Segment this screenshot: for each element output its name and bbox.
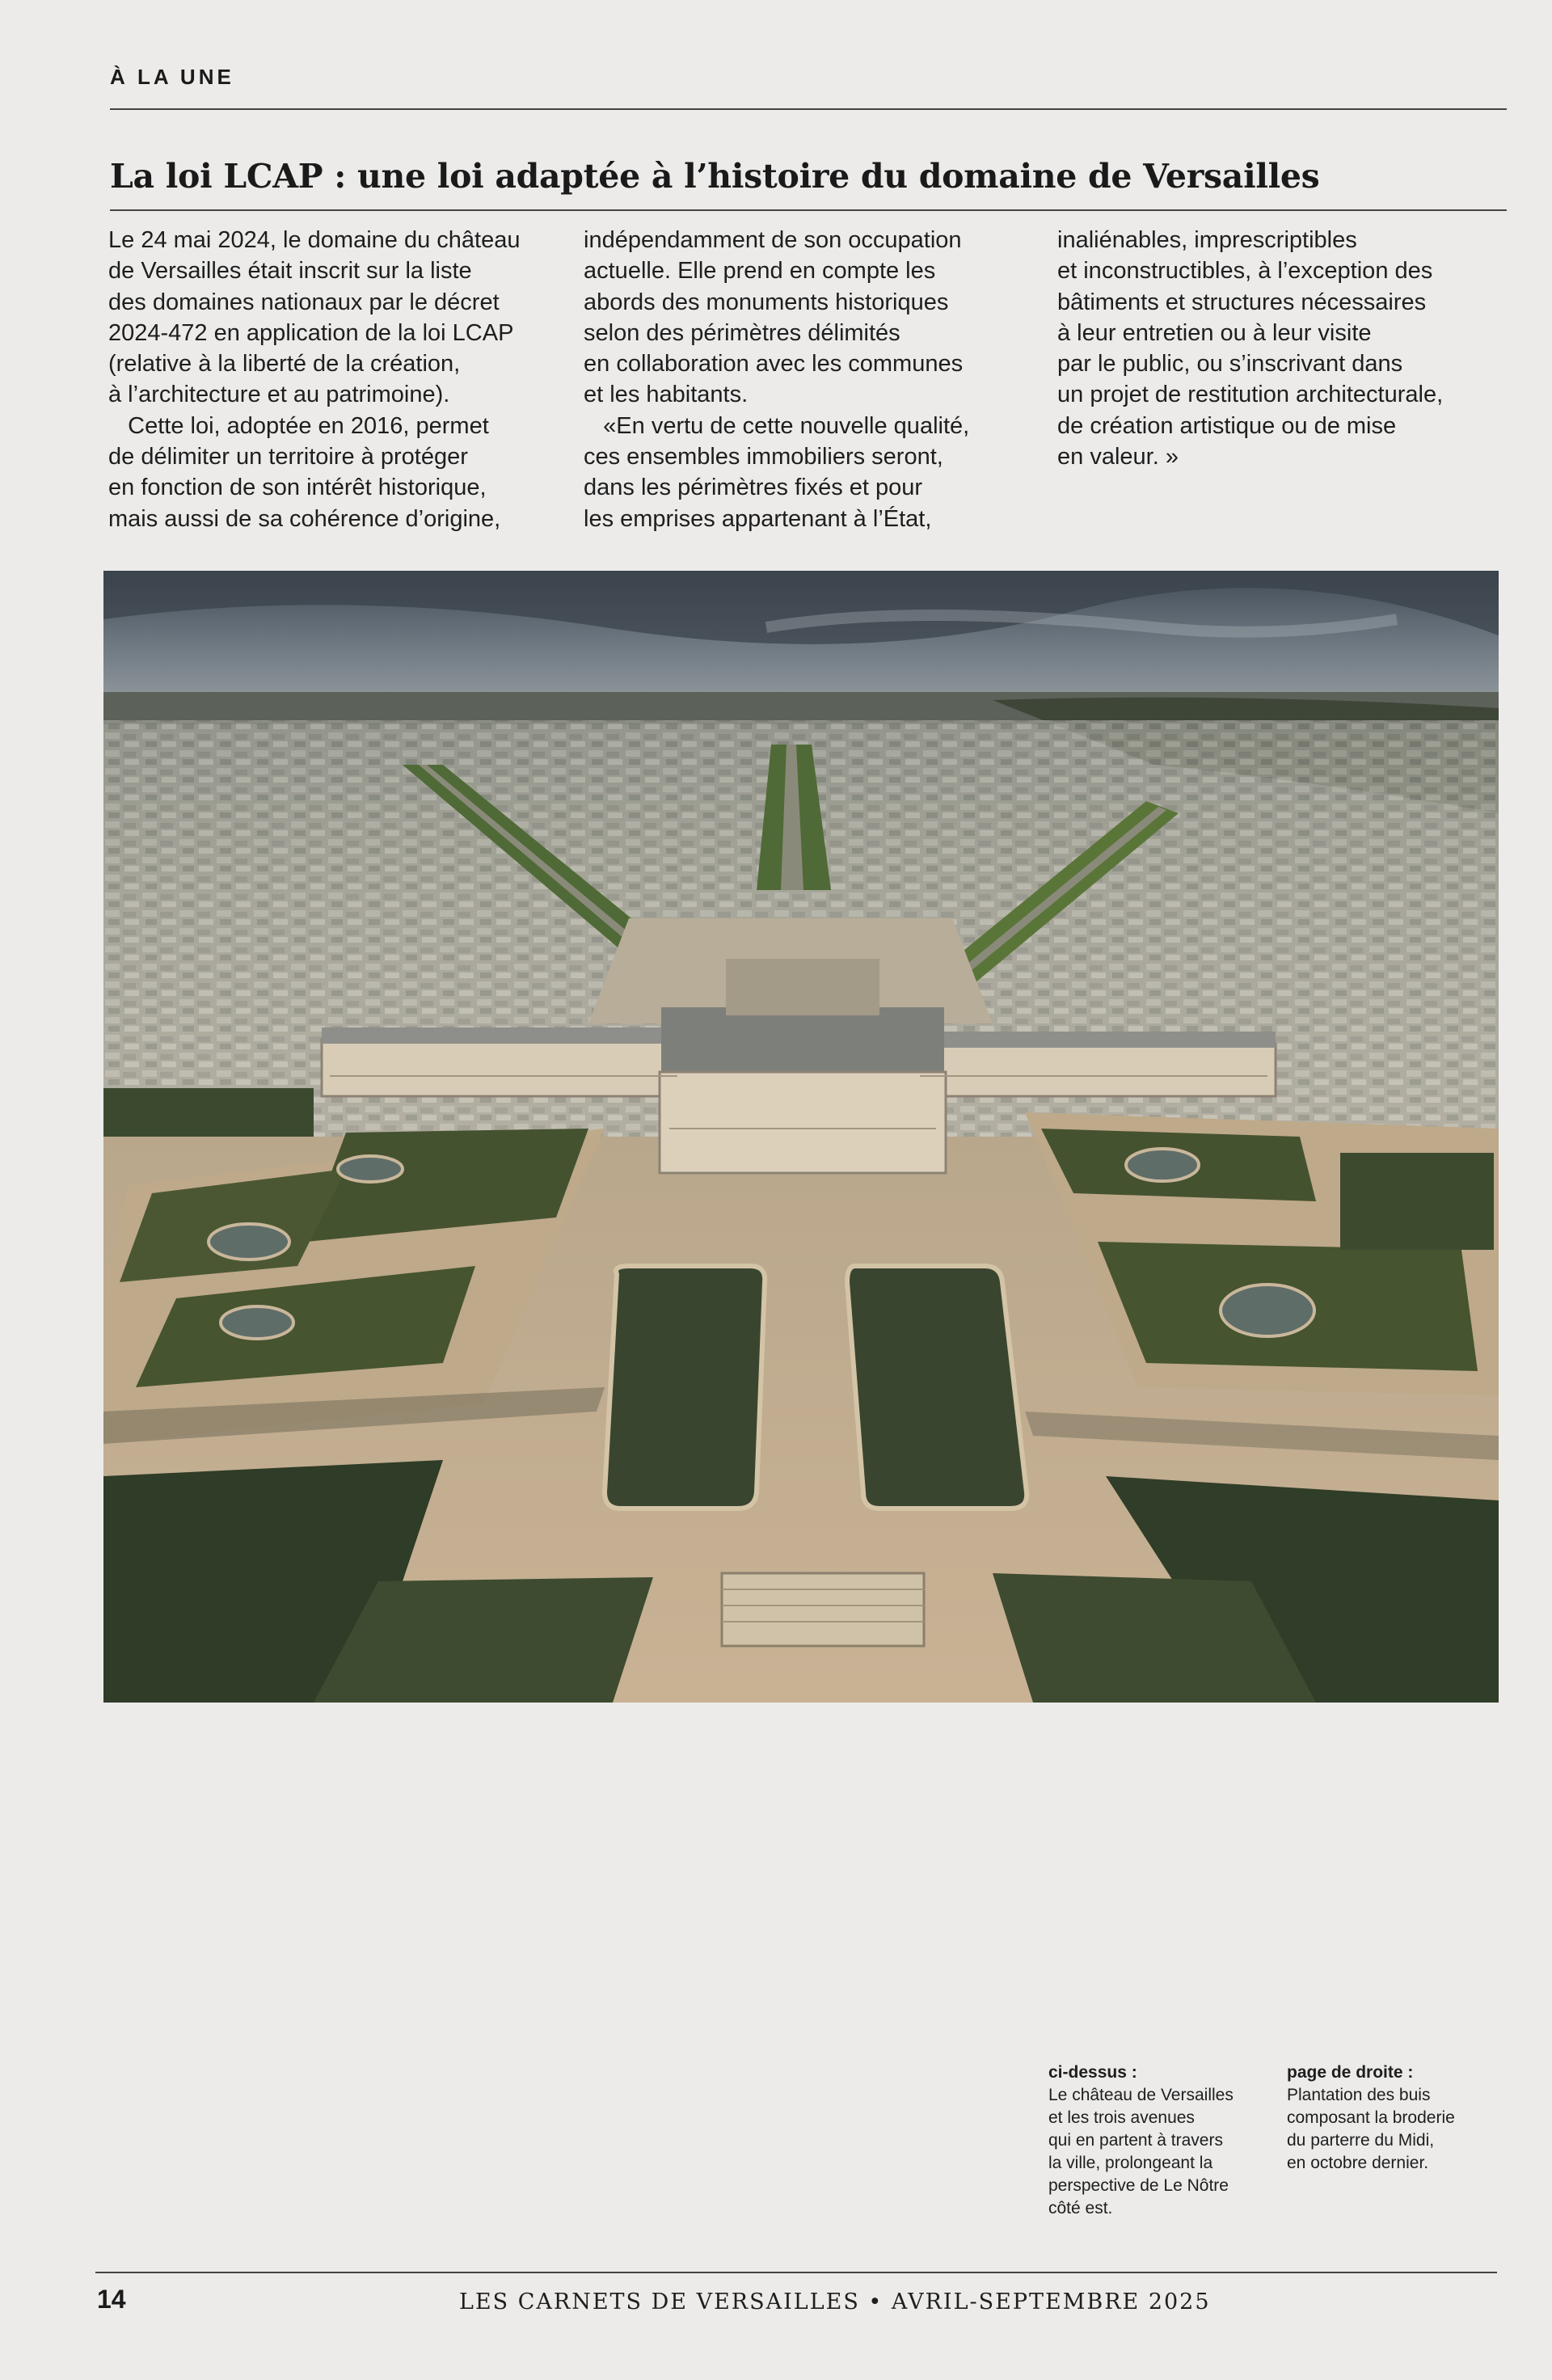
text-line: un projet de restitution architecturale,: [1057, 382, 1444, 408]
text-line: bâtiments et structures nécessaires: [1057, 289, 1427, 315]
article-column-2: [584, 225, 1044, 534]
cour-de-marbre: [661, 1007, 944, 1080]
caption-title: ci-dessus :: [1048, 2063, 1137, 2082]
text-line: actuelle. Elle prend en compte les: [584, 258, 936, 285]
publication-title: LES CARNETS DE VERSAILLES • AVRIL-SEPTEMBRE 2025: [459, 2289, 1211, 2315]
text-line: Le 24 mai 2024, le domaine du château: [108, 227, 521, 253]
top-rule: [110, 108, 1507, 110]
text-line: en fonction de son intérêt historique,: [108, 475, 487, 501]
section-label: À LA UNE: [110, 65, 234, 89]
caption-line: Le château de Versailles: [1048, 2086, 1234, 2104]
text-line: selon des périmètres délimités: [584, 319, 900, 346]
caption-line: composant la broderie: [1287, 2108, 1455, 2127]
south-wing: [912, 1044, 1276, 1096]
text-line: 2024-472 en application de la loi LCAP: [108, 319, 514, 346]
article-column-1: [108, 225, 569, 534]
footer-rule: [95, 2272, 1497, 2273]
headline-rule: [110, 209, 1507, 211]
caption-line: Plantation des buis: [1287, 2086, 1431, 2104]
text-line: des domaines nationaux par le décret: [108, 289, 500, 315]
text-line: par le public, ou s’inscrivant dans: [1057, 351, 1403, 378]
caption-line: et les trois avenues: [1048, 2108, 1195, 2127]
text-line: inaliénables, imprescriptibles: [1057, 227, 1357, 253]
caption-line: perspective de Le Nôtre: [1048, 2176, 1229, 2195]
water-parterre-basin-north: [605, 1266, 765, 1509]
text-line: indépendamment de son occupation: [584, 227, 962, 253]
caption-line: qui en partent à travers: [1048, 2131, 1223, 2150]
caption-line: en octobre dernier.: [1287, 2154, 1429, 2172]
text-line: mais aussi de sa cohérence d’origine,: [108, 505, 501, 532]
water-parterre-basin-south: [847, 1266, 1027, 1509]
page-number: 14: [97, 2285, 126, 2314]
caption-title: page de droite :: [1287, 2063, 1414, 2082]
caption-right-page: [1287, 2061, 1497, 2175]
caption-above: [1048, 2061, 1259, 2220]
text-line: de délimiter un territoire à protéger: [108, 444, 468, 471]
text-line: à leur entretien ou à leur visite: [1057, 319, 1372, 346]
central-corps-de-logis: [660, 1072, 946, 1173]
caption-line: la ville, prolongeant la: [1048, 2154, 1213, 2172]
text-line: ces ensembles immobiliers seront,: [584, 444, 943, 471]
text-line: de création artistique ou de mise: [1057, 412, 1397, 439]
caption-line: côté est.: [1048, 2199, 1113, 2218]
text-line: à l’architecture et au patrimoine).: [108, 382, 450, 408]
aerial-photo-chateau: [103, 571, 1499, 1703]
north-wing: [322, 1040, 685, 1096]
text-line: abords des monuments historiques: [584, 289, 949, 315]
text-line: dans les périmètres fixés et pour: [584, 475, 923, 501]
text-line: les emprises appartenant à l’État,: [584, 505, 932, 532]
text-line: Cette loi, adoptée en 2016, permet: [108, 412, 489, 439]
aerial-photo-illustration: [103, 571, 1499, 1703]
text-line: et les habitants.: [584, 382, 749, 408]
text-line: en collaboration avec les communes: [584, 351, 964, 378]
text-line: et inconstructibles, à l’exception des: [1057, 258, 1433, 285]
text-line: «En vertu de cette nouvelle qualité,: [584, 412, 970, 439]
text-line: (relative à la liberté de la création,: [108, 351, 461, 378]
text-line: de Versailles était inscrit sur la liste: [108, 258, 472, 285]
latona-stairs: [722, 1573, 924, 1646]
caption-line: du parterre du Midi,: [1287, 2131, 1435, 2150]
article-headline: La loi LCAP : une loi adaptée à l’histoire du domaine de Versailles: [110, 157, 1320, 196]
text-line: en valeur. »: [1057, 444, 1179, 471]
article-column-3: [1057, 225, 1518, 472]
